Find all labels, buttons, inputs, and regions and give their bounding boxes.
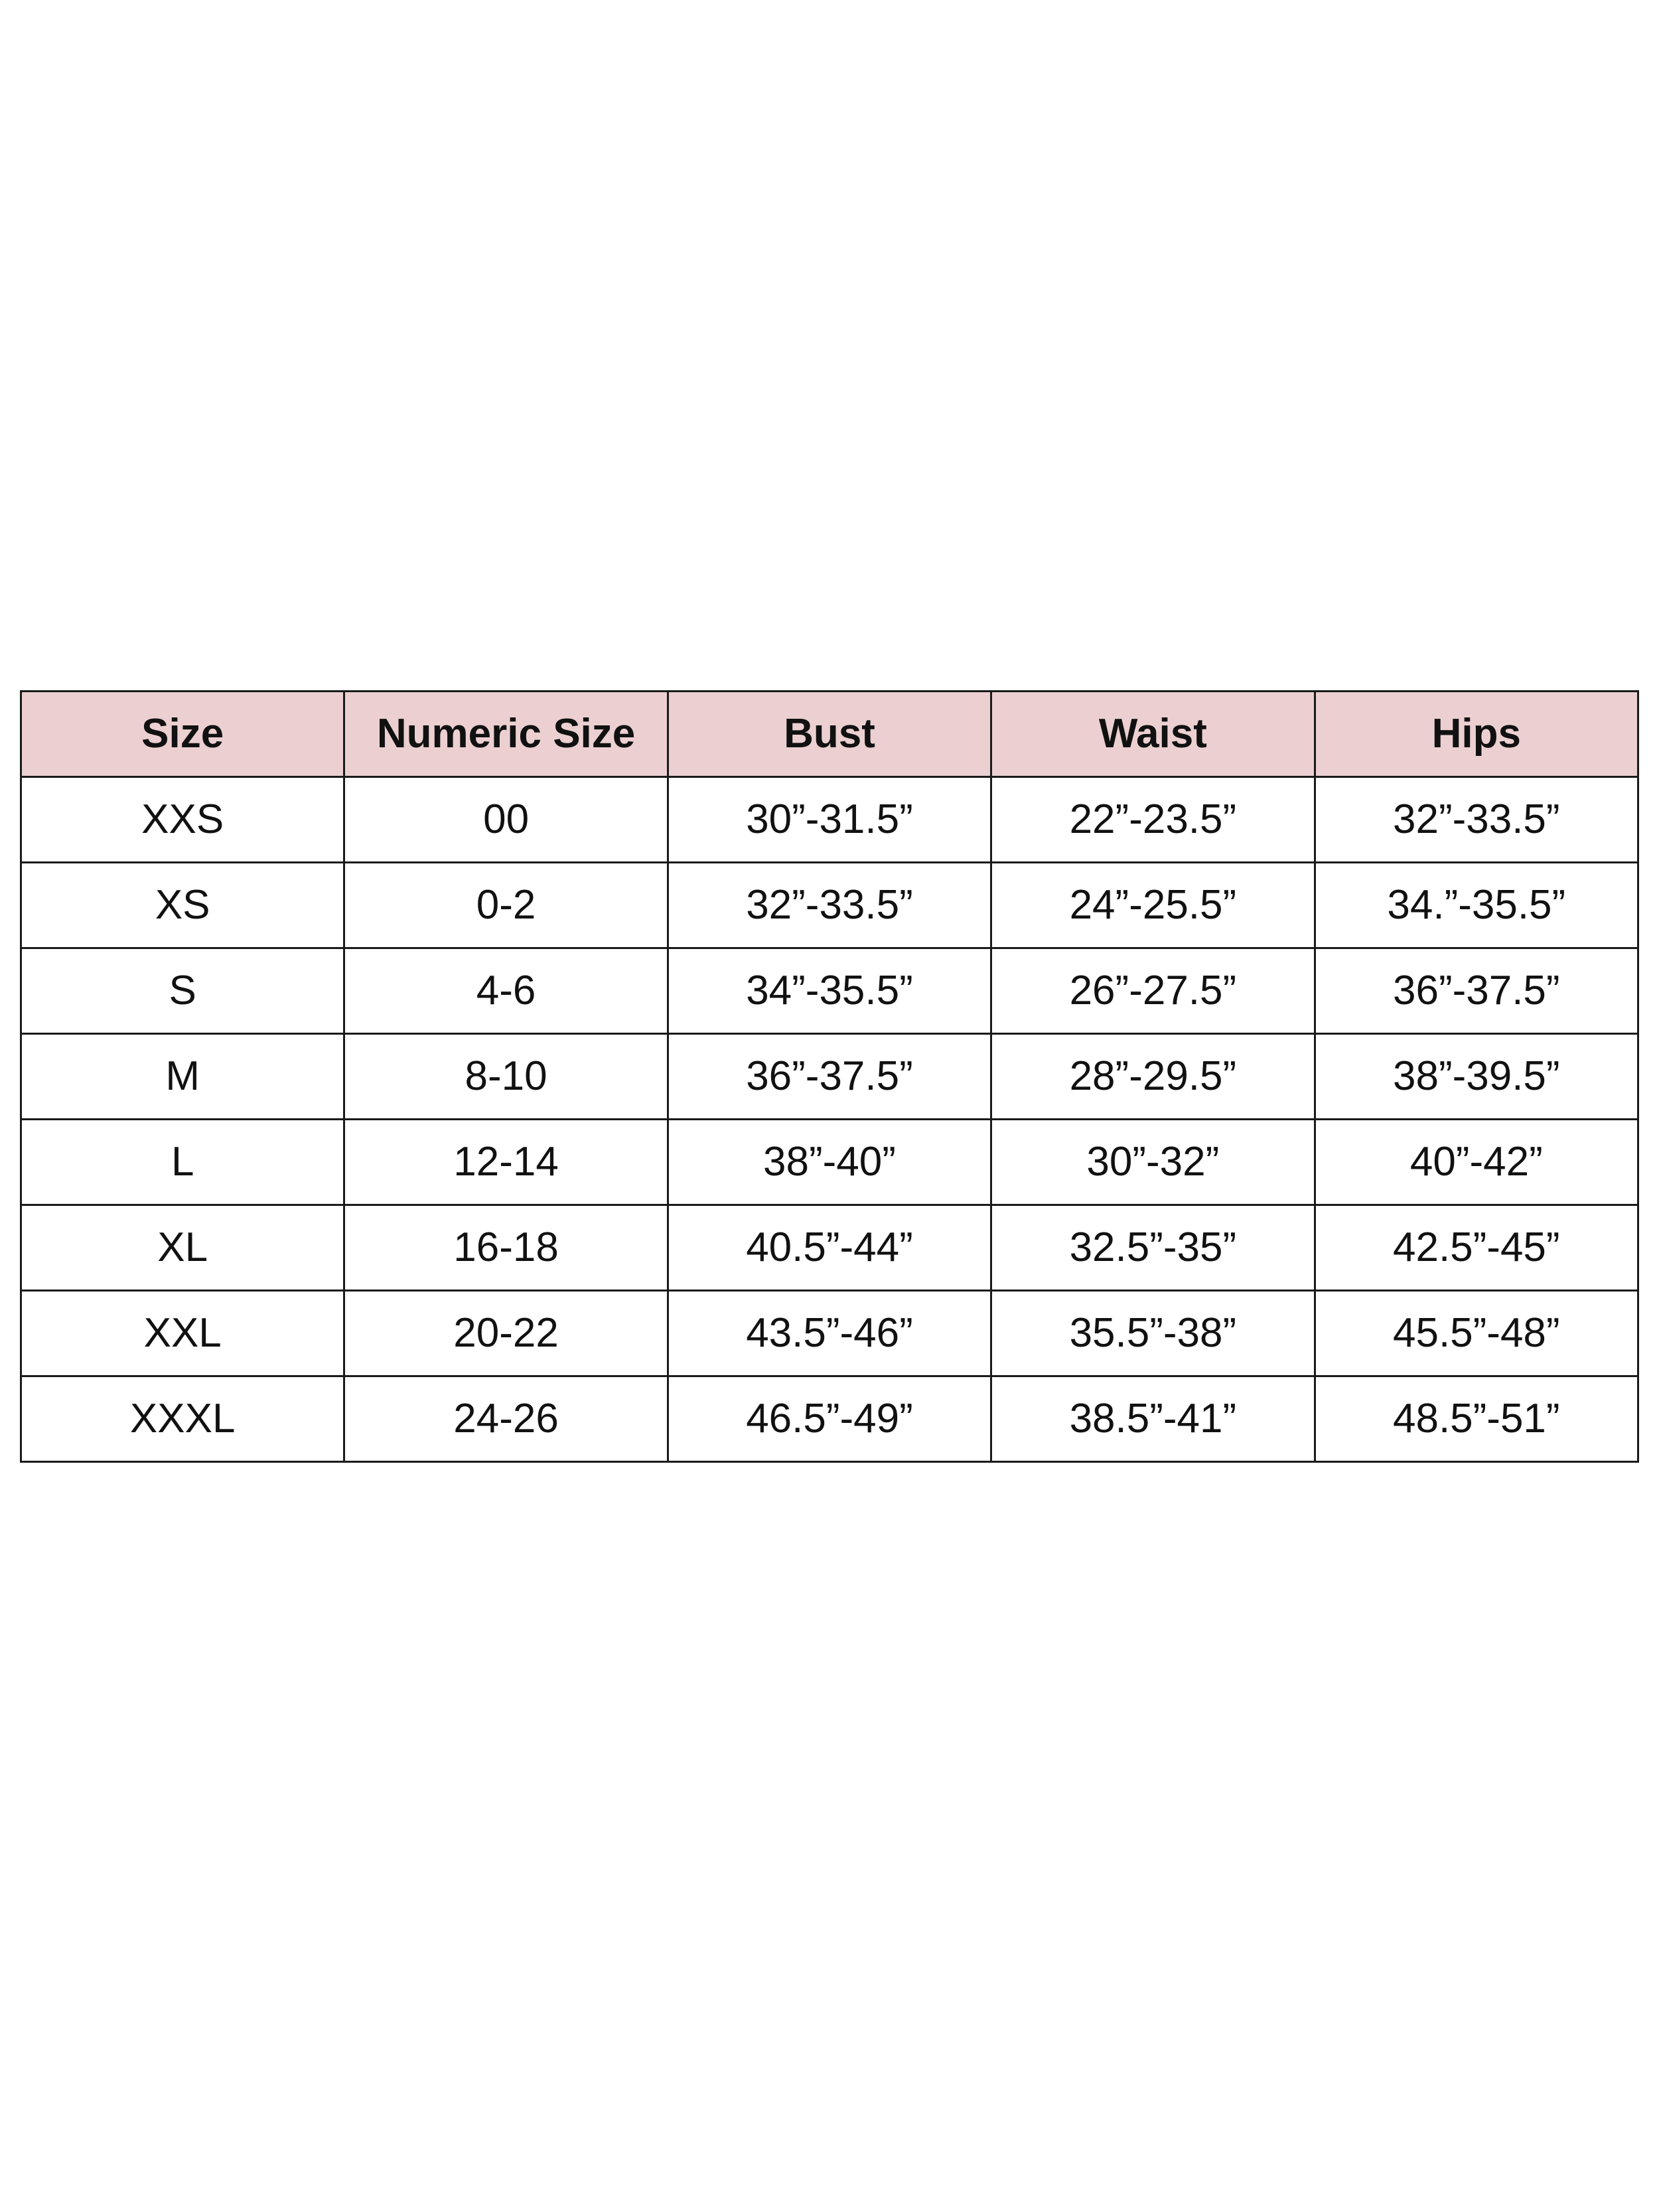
cell-numeric-size: 24-26 xyxy=(344,1376,668,1462)
table-row xyxy=(21,1034,1638,1120)
cell-numeric-size: 4-6 xyxy=(344,948,668,1034)
cell-size: M xyxy=(21,1034,344,1120)
size-chart-container xyxy=(20,690,1639,1463)
cell-hips: 32”-33.5” xyxy=(1315,777,1638,863)
cell-size: XXL xyxy=(21,1291,344,1376)
cell-hips: 38”-39.5” xyxy=(1315,1034,1638,1120)
table-header-row xyxy=(21,692,1638,777)
cell-size: L xyxy=(21,1120,344,1205)
table-row xyxy=(21,1291,1638,1376)
cell-bust: 43.5”-46” xyxy=(668,1291,991,1376)
cell-bust: 36”-37.5” xyxy=(668,1034,991,1120)
cell-bust: 40.5”-44” xyxy=(668,1205,991,1291)
cell-waist: 26”-27.5” xyxy=(991,948,1315,1034)
cell-waist: 32.5”-35” xyxy=(991,1205,1315,1291)
table-row xyxy=(21,1120,1638,1205)
cell-bust: 46.5”-49” xyxy=(668,1376,991,1462)
cell-hips: 40”-42” xyxy=(1315,1120,1638,1205)
cell-bust: 32”-33.5” xyxy=(668,863,991,948)
cell-size: XXS xyxy=(21,777,344,863)
cell-numeric-size: 20-22 xyxy=(344,1291,668,1376)
cell-waist: 35.5”-38” xyxy=(991,1291,1315,1376)
cell-numeric-size: 16-18 xyxy=(344,1205,668,1291)
header-hips: Hips xyxy=(1315,692,1638,777)
cell-numeric-size: 0-2 xyxy=(344,863,668,948)
cell-size: XL xyxy=(21,1205,344,1291)
cell-bust: 38”-40” xyxy=(668,1120,991,1205)
cell-numeric-size: 00 xyxy=(344,777,668,863)
cell-numeric-size: 12-14 xyxy=(344,1120,668,1205)
cell-waist: 38.5”-41” xyxy=(991,1376,1315,1462)
size-chart-table xyxy=(20,690,1639,1463)
cell-size: XXXL xyxy=(21,1376,344,1462)
header-numeric-size: Numeric Size xyxy=(344,692,668,777)
cell-hips: 34.”-35.5” xyxy=(1315,863,1638,948)
cell-numeric-size: 8-10 xyxy=(344,1034,668,1120)
table-row xyxy=(21,863,1638,948)
cell-bust: 30”-31.5” xyxy=(668,777,991,863)
table-row xyxy=(21,1205,1638,1291)
cell-waist: 30”-32” xyxy=(991,1120,1315,1205)
cell-hips: 45.5”-48” xyxy=(1315,1291,1638,1376)
cell-bust: 34”-35.5” xyxy=(668,948,991,1034)
header-waist: Waist xyxy=(991,692,1315,777)
table-row xyxy=(21,1376,1638,1462)
cell-hips: 48.5”-51” xyxy=(1315,1376,1638,1462)
table-row xyxy=(21,948,1638,1034)
cell-size: XS xyxy=(21,863,344,948)
cell-hips: 36”-37.5” xyxy=(1315,948,1638,1034)
cell-waist: 24”-25.5” xyxy=(991,863,1315,948)
table-row xyxy=(21,777,1638,863)
cell-size: S xyxy=(21,948,344,1034)
header-bust: Bust xyxy=(668,692,991,777)
header-size: Size xyxy=(21,692,344,777)
cell-hips: 42.5”-45” xyxy=(1315,1205,1638,1291)
cell-waist: 22”-23.5” xyxy=(991,777,1315,863)
cell-waist: 28”-29.5” xyxy=(991,1034,1315,1120)
